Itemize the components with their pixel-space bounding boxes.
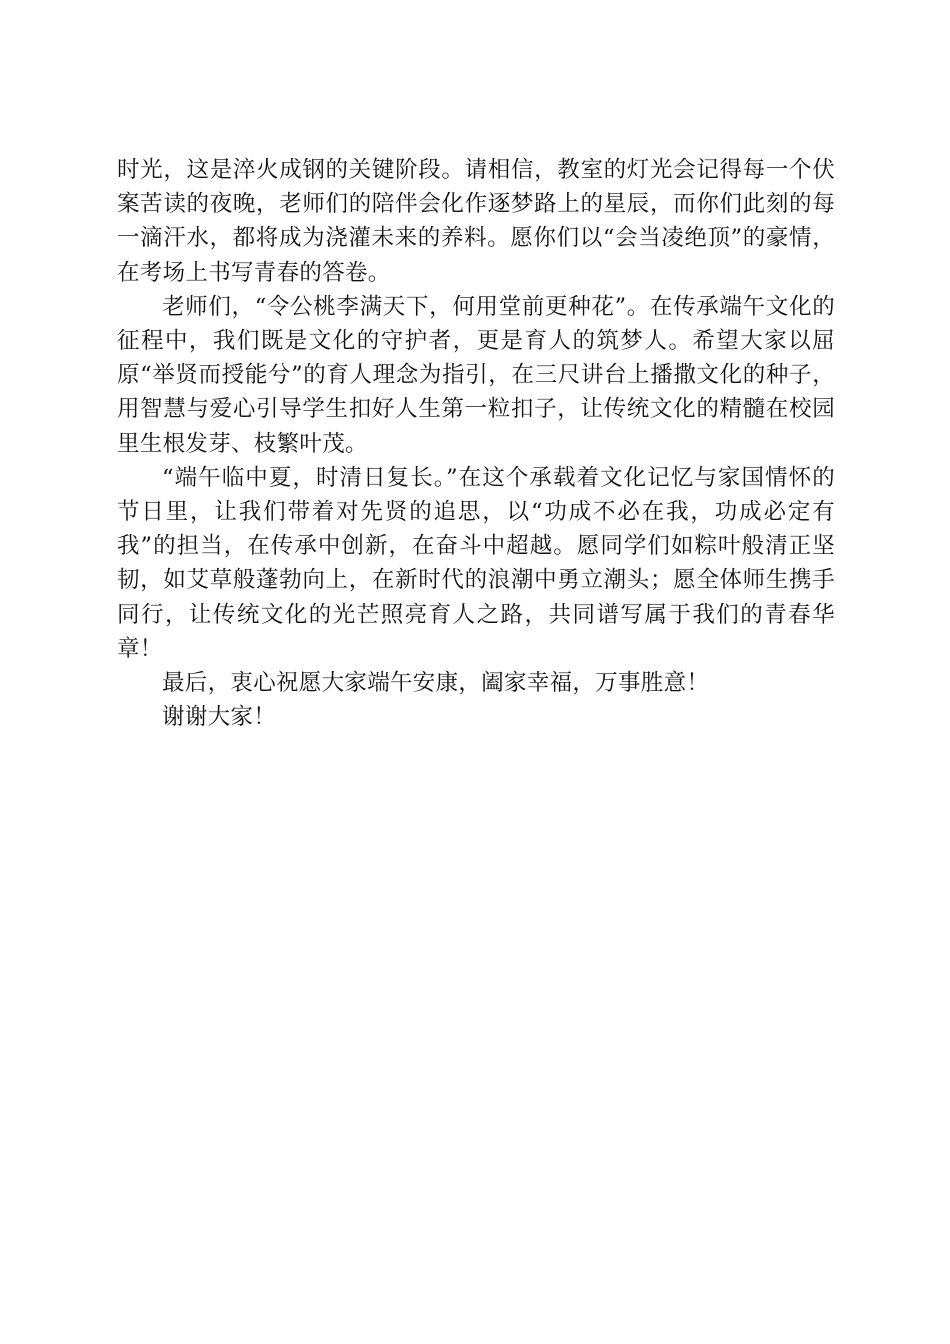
paragraph-5: 谢谢大家！: [162, 704, 277, 731]
paragraph-3: “端午临中夏，时清日复长。”在这个承载着文化记忆与家国情怀的节日里，让我们带着对先贤的追思，以“功成不必在我，功成必定有我”的担当，在传承中创新，在奋斗中超越。愿同学们如粽叶般清正坚韧，如艾草般蓬勃向上，在新时代的浪潮中勇立潮头；愿全体师生携手同行，让传统文化的光芒照亮育人之路，共同谱写属于我们的青春华章！: [117, 464, 835, 662]
paragraph-2: 老师们，“令公桃李满天下，何用堂前更种花”。在传承端午文化的征程中，我们既是文化的守护者，更是育人的筑梦人。希望大家以屈原“举贤而授能兮”的育人理念为指引，在三尺讲台上播撒文化的种子，用智慧与爱心引导学生扣好人生第一粒扣子，让传统文化的精髓在校园里生根发芽、枝繁叶茂。: [117, 293, 835, 457]
paragraph-1: 时光，这是淬火成钢的关键阶段。请相信，教室的灯光会记得每一个伏案苦读的夜晚，老师们的陪伴会化作逐梦路上的星辰，而你们此刻的每一滴汗水，都将成为浇灌未来的养料。愿你们以“会当凌绝顶”的豪情，在考场上书写青春的答卷。: [117, 157, 835, 286]
document-body: [117, 153, 835, 734]
paragraph-4: 最后，衷心祝愿大家端午安康，阖家幸福，万事胜意！: [162, 670, 710, 697]
